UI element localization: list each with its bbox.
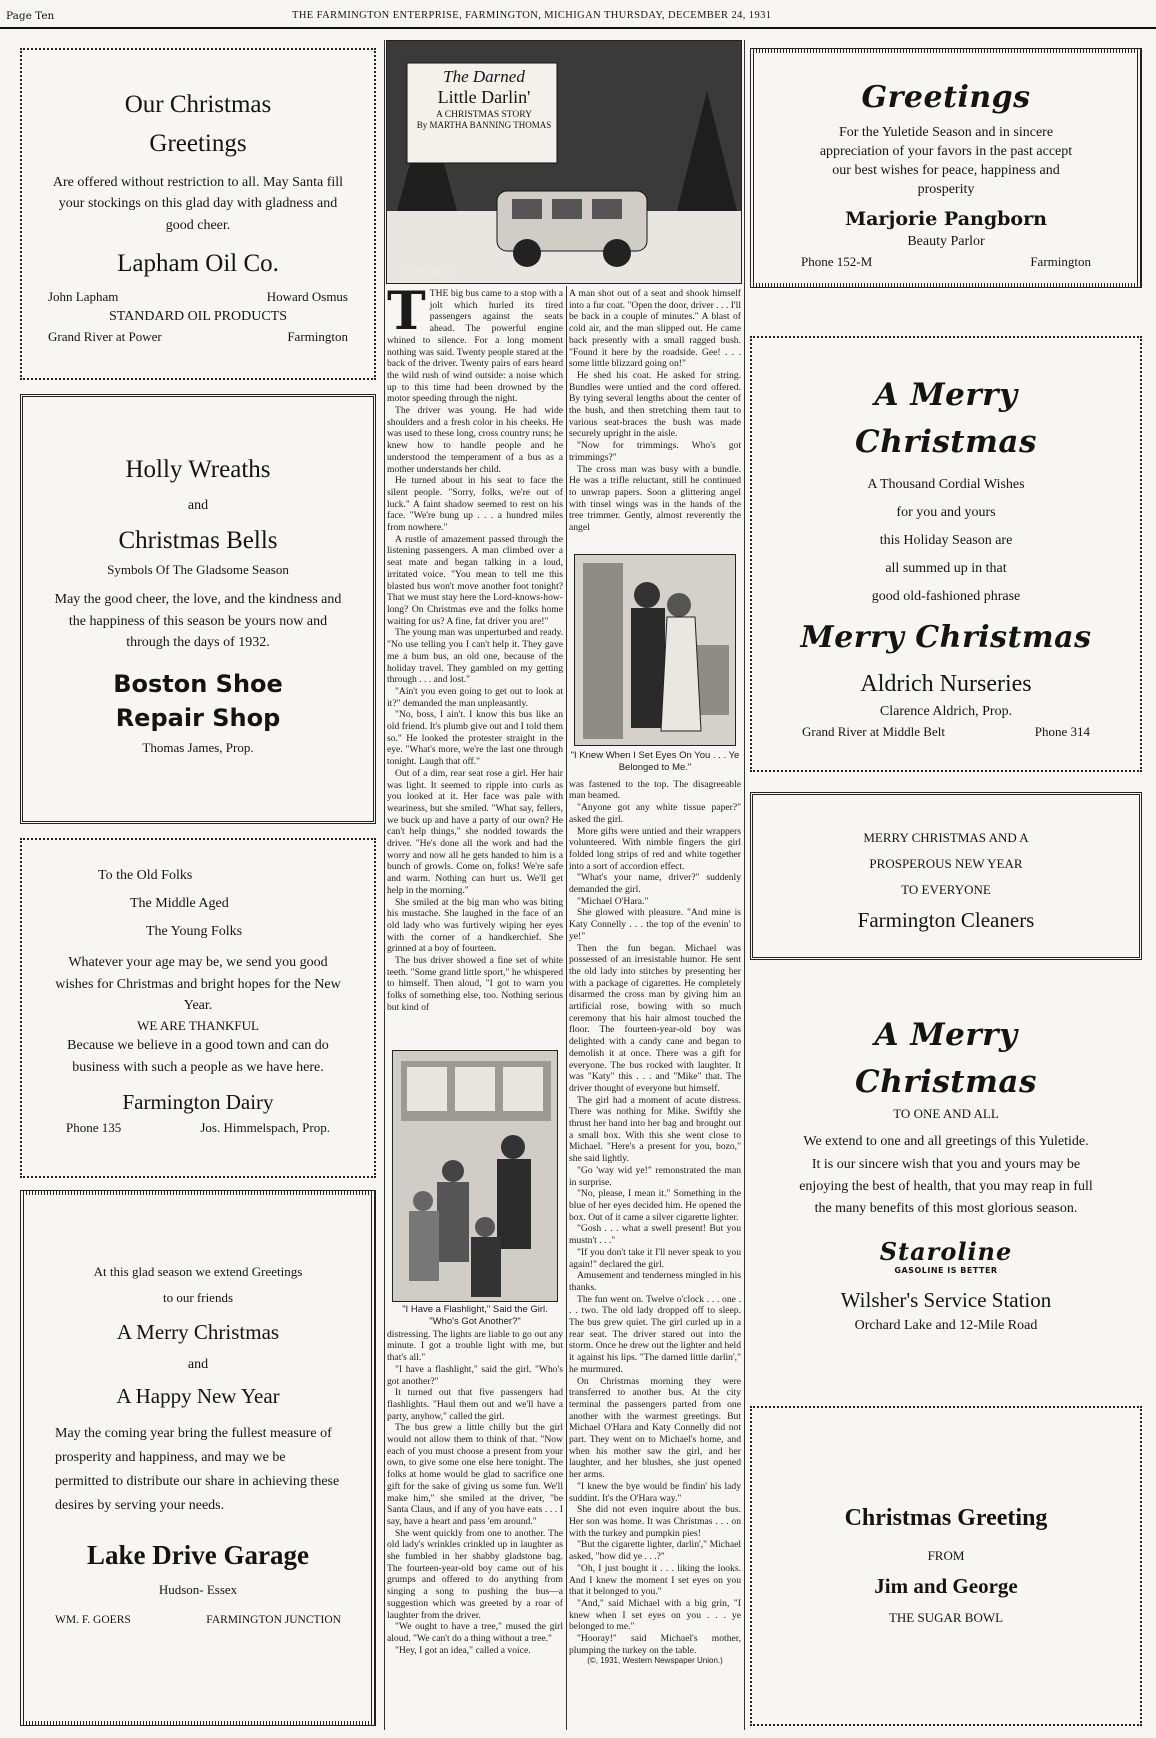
story-illustration-bus-interior: [392, 1050, 558, 1302]
ad-title: Merry Christmas: [800, 620, 1092, 655]
story-paragraph: Out of a dim, rear seat rose a girl. Her hair was light. It seemed to ripple into curls as you looked at it. Her face was pale with weariness, but she smiled. "What say, fellers, we buck up and have a party of our own? He can't help things," she nodded towards the driver. "He's done all the work and had the worry and now all he gets handed to him is a bunch of growls. Come on, folks! We're safe and warm. Nothing can hurt us. We'll get help in the morning.": [387, 767, 563, 896]
ad-address: Grand River at Middle Belt: [802, 724, 945, 740]
ad-aldrich-nurseries: [750, 336, 1142, 772]
person-name: John Lapham: [48, 289, 119, 305]
ad-subtitle: Beauty Parlor: [907, 234, 985, 250]
ad-address: Orchard Lake and 12-Mile Road: [854, 1318, 1038, 1334]
story-paragraph: The bus driver showed a fine set of white teeth. "Some grand little sport," he whispered to himself. Then aloud, "I got to warn you folks of something else, too. Nothing serious but kind of: [387, 955, 563, 1013]
story-paragraph: distressing. The lights are liable to go out any minute. I got a trouble light with me, but that's all.": [387, 1328, 563, 1364]
column-rule: [566, 286, 567, 1730]
passengers-illustration: [393, 1051, 558, 1302]
story-paragraph: Then the fun began. Michael was possessed of an irresistable humor. He sent the old lady into stitches by presenting her with a package of cigarettes. He completely disarmed the cross man by giving him an artificial rose, bowing with so much ceremony that his hair almost touched the floor. The fourteen-year-old boy was delighted with a candy cane and began to demolish it at once. There was a gift for everyone. The bus rocked with laughter. It was "Katy" this . . . and "Mike" that. The driver thought of everyone but himself.: [569, 942, 741, 1094]
ad-title: A Happy New Year: [116, 1383, 280, 1408]
ad-products: STANDARD OIL PRODUCTS: [108, 308, 288, 324]
story-paragraph: More gifts were untied and their wrappers volunteered. With nimble fingers the girl folded long strips of red and white together into a sort of accordion effect.: [569, 825, 741, 872]
ad-and: and: [187, 1356, 209, 1372]
story-paragraph: "We ought to have a tree," mused the girl aloud. "We can't do a thing without a tree.": [387, 1621, 563, 1644]
story-paragraph: The fun went on. Twelve o'clock . . . one . . . two. The old lady dropped off to sleep. The bus grew quiet. The girl curled up in a rear seat. The driver stared out into the storm. Once he drew out the lighter and held it against his lips. "The darned little darlin'," he murmured.: [569, 1293, 741, 1375]
ad-phone: Phone 152-M: [801, 254, 873, 270]
ad-town: Farmington: [287, 329, 348, 345]
story-paragraph: He turned about in his seat to face the silent people. "Sorry, folks, we're out of luck." A faint shadow seemed to rest on his face. "We're bung up . . . a hundred miles from nowhere.": [387, 475, 563, 534]
story-paragraph: "What's your name, driver?" suddenly demanded the girl.: [569, 872, 741, 896]
story-paragraph: "Hooray!" said Michael's mother, plumping the turkey on the table.: [569, 1633, 741, 1656]
person-name: Howard Osmus: [266, 289, 348, 305]
story-column-1: [387, 288, 563, 1046]
ad-title: Christmas Bells: [118, 527, 278, 555]
story-paragraph: "But the cigarette lighter, darlin'," Michael asked, "how did ye . . .?": [569, 1539, 741, 1563]
ad-subtitle: TO ONE AND ALL: [893, 1106, 999, 1121]
ad-phone: Phone 135: [66, 1120, 122, 1136]
story-paragraph: A rustle of amazement passed through the listening passengers. A man climbed over a seat mate and began talking in a loud, irritated voice. "You mean to tell me this blasted bus won't move another foot tonight? That we must stay here the Lord-knows-how-long? On Christmas eve and the folks home waiting for us? A fine, fat driver you are!": [387, 533, 563, 627]
drop-cap: T: [387, 288, 426, 342]
ad-body: It is our sincere wish that you and yours may be enjoying the best of health, that you may reap in full the many benefits of this most glorious season.: [799, 1156, 1093, 1217]
story-paragraph: "Michael O'Hara.": [577, 895, 649, 907]
story-column-2: [569, 288, 741, 550]
ad-and: and: [187, 497, 209, 513]
story-kicker: A CHRISTMAS STORY: [436, 110, 532, 120]
ad-line: A Thousand Cordial Wishes: [867, 477, 1025, 492]
ad-line: PROSPEROUS NEW YEAR: [869, 856, 1023, 871]
story-paragraph: The bus grew a little chilly but the girl would not allow them to think of that. "Now each of you must choose a present from your own, to give some one else here tonight. The folks at home would be glad to sacrifice one gift for the sake of giving us some fun. We'll make him," she smiled at the driver, "be Santa Claus, and if any of you have eats . . . I say, have a heart and pass 'em around.": [387, 1422, 563, 1527]
ad-farmington-cleaners: [750, 792, 1142, 960]
ad-line: To the Old Folks: [98, 868, 193, 883]
story-paragraph: The driver was young. He had wide shoulders and a fresh color in his cheeks. He was used to these long, cross country runs; he knew how to handle people and he understood the temperament of a bus as a mother understands her child.: [387, 405, 563, 475]
ad-line: all summed up in that: [885, 561, 1007, 576]
story-paragraph: was fastened to the top. The disagreeable man beamed.: [569, 778, 741, 802]
ad-business-name: Marjorie Pangborn: [845, 207, 1047, 230]
ad-title: A Merry Christmas: [855, 377, 1037, 460]
ad-address: Grand River at Power: [48, 329, 162, 345]
ad-line: this Holiday Season are: [879, 533, 1013, 548]
brand-tagline: GASOLINE IS BETTER: [894, 1265, 998, 1275]
ad-address-row: [48, 327, 348, 347]
ad-town: Farmington: [1030, 254, 1091, 270]
ad-line: MERRY CHRISTMAS AND A: [863, 830, 1029, 845]
ad-place: THE SUGAR BOWL: [888, 1609, 1004, 1625]
story-paragraph: "Ain't you even going to get out to look at it?" demanded the man unpleasantly.: [387, 685, 563, 709]
ad-from: FROM: [927, 1548, 965, 1564]
artist-credit: HERBERT RHODES: [401, 269, 458, 276]
illustration-caption: "I Knew When I Set Eyes On You . . . Ye Belonged to Me.": [570, 750, 740, 774]
ad-contact-row: [795, 252, 1097, 272]
ad-business-name: Jim and George: [874, 1574, 1018, 1599]
story-paragraph: She went quickly from one to another. The old lady's wrinkles crinkled up in laughter as she fumbled in her shabby gladstone bag. The fourteen-year-old boy came out of his grumps and offered to do anything from singing a song to pushing the bus—a suggestion which was greeted by a roar of laughter from the driver.: [387, 1527, 563, 1621]
story-paragraph: "Go 'way wid ye!" remonstrated the man in surprise.: [569, 1164, 741, 1188]
ad-boston-shoe: [20, 394, 376, 824]
story-paragraph: "Oh, I just bought it . . . liking the looks. And I knew the moment I set eyes on you that it belonged to you.": [569, 1562, 741, 1598]
story-column-2-cont: [569, 750, 741, 1730]
ad-wilsher-service: [750, 980, 1142, 1400]
story-paragraph: "And," said Michael with a big grin, "I knew when I set eyes on you . . . ye belonged to me.": [569, 1597, 741, 1633]
ad-line: good old-fashioned phrase: [871, 589, 1021, 604]
story-paragraph: THE big bus came to a stop with a jolt which hurled its tired passengers against the seats ahead. The powerful engine whined to silence. For a long moment nothing was said. Twenty people stared at the back of the driver. Twenty pairs of ears heard the wild rush of wind outside: a noise which up to this time had been drowned by the motor speeding through the night.: [387, 288, 563, 405]
couple-illustration: [575, 555, 736, 746]
story-paragraph: "Hey, I got an idea," called a voice.: [395, 1644, 531, 1656]
ad-marjorie-pangborn: [750, 48, 1142, 288]
ad-proprietor: Jos. Himmelspach, Prop.: [200, 1120, 330, 1136]
ad-proprietor: Thomas James, Prop.: [142, 740, 254, 756]
person-name: WM. F. GOERS: [55, 1613, 131, 1626]
ad-lake-drive-garage: [20, 1190, 376, 1726]
ad-sugar-bowl: [750, 1406, 1142, 1726]
ad-body: For the Yuletide Season and in sincere appreciation of your favors in the past accept our best wishes for peace, happiness and prosperity: [819, 125, 1073, 197]
story-paragraph: The cross man was busy with a bundle. He was a trifle reluctant, still he continued to unwrap papers. Soon a glittering angel with tinsel wings was in the hands of the tree trimmer. Gently, almost reverently the angel: [569, 463, 741, 534]
story-paragraph: She did not even inquire about the bus. Her son was home. It was Christmas . . . on with the turkey and pumpkin pies!: [569, 1504, 741, 1539]
story-byline: By MARTHA BANNING THOMAS: [416, 120, 552, 130]
ad-title: Holly Wreaths: [125, 456, 271, 483]
ad-title: Christmas Greeting: [844, 1505, 1048, 1531]
story-paragraph: "I have a flashlight," said the girl. "Who's got another?": [387, 1363, 563, 1387]
ad-body: May the good cheer, the love, and the kindness and the happiness of this season be yours now and through the days of 1932.: [54, 591, 342, 651]
story-paragraph: "I knew the bye would be findin' his lady suddint. It's the O'Hara way.": [569, 1480, 741, 1504]
ad-subtitle: Hudson- Essex: [158, 1582, 238, 1598]
ad-line: for you and yours: [896, 505, 996, 520]
ad-farmington-dairy: [20, 838, 376, 1178]
ad-body: We extend to one and all greetings of this Yuletide.: [803, 1134, 1089, 1150]
ad-line: The Middle Aged: [130, 896, 229, 911]
story-column-1-cont: [387, 1304, 563, 1730]
story-paragraph: Amusement and tenderness mingled in his thanks.: [569, 1270, 741, 1293]
story-paragraph: The young man was unperturbed and ready. "No use telling you I can't help it. They gave me a bum bus, an old one, because of the holiday travel. They gambled on my getting through . . . and lost.": [387, 627, 563, 686]
story-paragraph: She smiled at the big man who was biting his mustache. She laughed in the face of an old lady who was furtively wiping her eyes with the corner of a handkerchief. She grinned at a boy of fourteen.: [387, 896, 563, 955]
ad-line: The Young Folks: [146, 924, 243, 939]
ad-intro: At this glad season we extend Greetings: [93, 1264, 303, 1279]
ad-business-name: Farmington Dairy: [122, 1089, 274, 1114]
story-paragraph: She glowed with pleasure. "And mine is Katy Connelly . . . the top of the evenin' to ye!": [569, 907, 741, 942]
ad-title: Our Christmas: [124, 91, 272, 118]
ad-body: Whatever your age may be, we send you good wishes for Christmas and bright hopes for the New Year.: [55, 955, 341, 1014]
ad-place: FARMINGTON JUNCTION: [206, 1613, 341, 1626]
header-rule: [0, 27, 1156, 29]
story-paragraph: On Christmas morning they were transferred to another bus. At the city terminal the passengers parted from one another with the warmest greetings. But Michael O'Hara and Katy Connelly did not part. They went on to Michael's home, and when his mother saw the girl, and her laughter, and her blushes, she just opened her arms.: [569, 1375, 741, 1481]
ad-body: Because we believe in a good town and can do business with such a people as we have here.: [67, 1038, 329, 1075]
brand-logo: Staroline: [879, 1236, 1013, 1266]
ad-thankful: WE ARE THANKFUL: [137, 1018, 259, 1034]
ad-business-name: Aldrich Nurseries: [860, 671, 1032, 697]
ad-business-name: Repair Shop: [115, 703, 281, 732]
staroline-logo: [790, 1237, 1102, 1275]
newspaper-header: THE FARMINGTON ENTERPRISE, FARMINGTON, MICHIGAN THURSDAY, DECEMBER 24, 1931: [292, 10, 772, 21]
story-paragraph: A man shot out of a seat and shook himself into a fur coat. "Open the door, driver . . . I'll be back in a couple of minutes." A blast of cold air, and the man slipped out. He came back presently with a small ragged bush. "Found it here by the roadside. Gee! . . . some little blizzard going on!": [569, 288, 741, 370]
column-rule: [744, 40, 745, 1730]
ad-title: A Merry Christmas: [116, 1320, 280, 1344]
story-paragraph: "Gosh . . . what a swell present! But you mustn't . . .": [569, 1223, 741, 1247]
story-paragraph: "No, boss, I ain't. I know this bus like an old friend. It's plumb give out and I told them so." He looked the protester straight in the eye. "What's more, we're the last one through tonight. Laugh that off.": [387, 709, 563, 768]
ad-business-name: Wilsher's Service Station: [840, 1287, 1052, 1312]
story-paragraph: He shed his coat. He asked for string. Bundles were untied and the cord offered. By tying several lengths about the center of the bush, and then stretching them taut to various seat-braces the bush was made securely upright in the aisle.: [569, 369, 741, 440]
story-paragraph: "Now for trimmings. Who's got trimmings?": [569, 440, 741, 463]
ad-lapham-oil: [20, 48, 376, 380]
ad-business-name: Lapham Oil Co.: [117, 249, 279, 277]
masthead: [0, 10, 1156, 32]
ad-title: Greetings: [149, 129, 247, 157]
story-title-illustration: [386, 40, 742, 284]
story-title: The Darned: [443, 67, 525, 86]
story-paragraph: The girl had a moment of acute distress. There was nothing for Mike. Swiftly she thrust her hand into her bag and brought out a small box. With this she went close to Michael. "Here's a present for you, bozo," she said lightly.: [569, 1094, 741, 1165]
ad-people: [48, 287, 348, 307]
column-rule: [384, 40, 385, 1730]
ad-business-name: Lake Drive Garage: [87, 1540, 309, 1571]
ad-proprietor: Clarence Aldrich, Prop.: [879, 704, 1013, 719]
ad-contact-row: [782, 722, 1110, 742]
ad-line: TO EVERYONE: [901, 882, 991, 897]
story-title: Little Darlin': [437, 87, 531, 107]
story-credit: (©, 1931, Western Newspaper Union.): [587, 1656, 723, 1666]
story-title-block: [411, 67, 557, 131]
ad-body: May the coming year bring the fullest measure of prosperity and happiness, and may we be permitted to distribute our share in achieving these desires by serving your needs.: [55, 1426, 340, 1513]
illustration-caption: "I Have a Flashlight," Said the Girl. "Who's Got Another?": [402, 1304, 548, 1328]
story-paragraph: "If you don't take it I'll never speak to you again!" declared the girl.: [569, 1246, 741, 1270]
ad-business-name: Farmington Cleaners: [857, 908, 1035, 932]
ad-title: A Merry Christmas: [855, 1017, 1037, 1100]
ad-contact-row: [48, 1118, 348, 1138]
ad-subtitle: Symbols Of The Gladsome Season: [107, 561, 289, 577]
ad-intro: to our friends: [162, 1290, 234, 1305]
story-paragraph: "Anyone got any white tissue paper?" asked the girl.: [569, 802, 741, 825]
ad-contact-row: [55, 1612, 341, 1629]
ad-title: Greetings: [861, 80, 1031, 115]
ad-phone: Phone 314: [1034, 724, 1090, 740]
ad-business-name: Boston Shoe: [113, 670, 283, 699]
story-paragraph: It turned out that five passengers had flashlights. "Haul them out and we'll have a party, anyhow," called the girl.: [387, 1387, 563, 1422]
page-number: Page Ten: [6, 10, 55, 22]
story-paragraph: "No, please, I mean it." Something in the blue of her eyes decided him. He opened the box. Out of it came a silver cigarette lighter.: [569, 1188, 741, 1223]
story-illustration-couple: [574, 554, 736, 746]
ad-body: Are offered without restriction to all. May Santa fill your stockings on this glad day with gladness and good cheer.: [52, 174, 344, 233]
